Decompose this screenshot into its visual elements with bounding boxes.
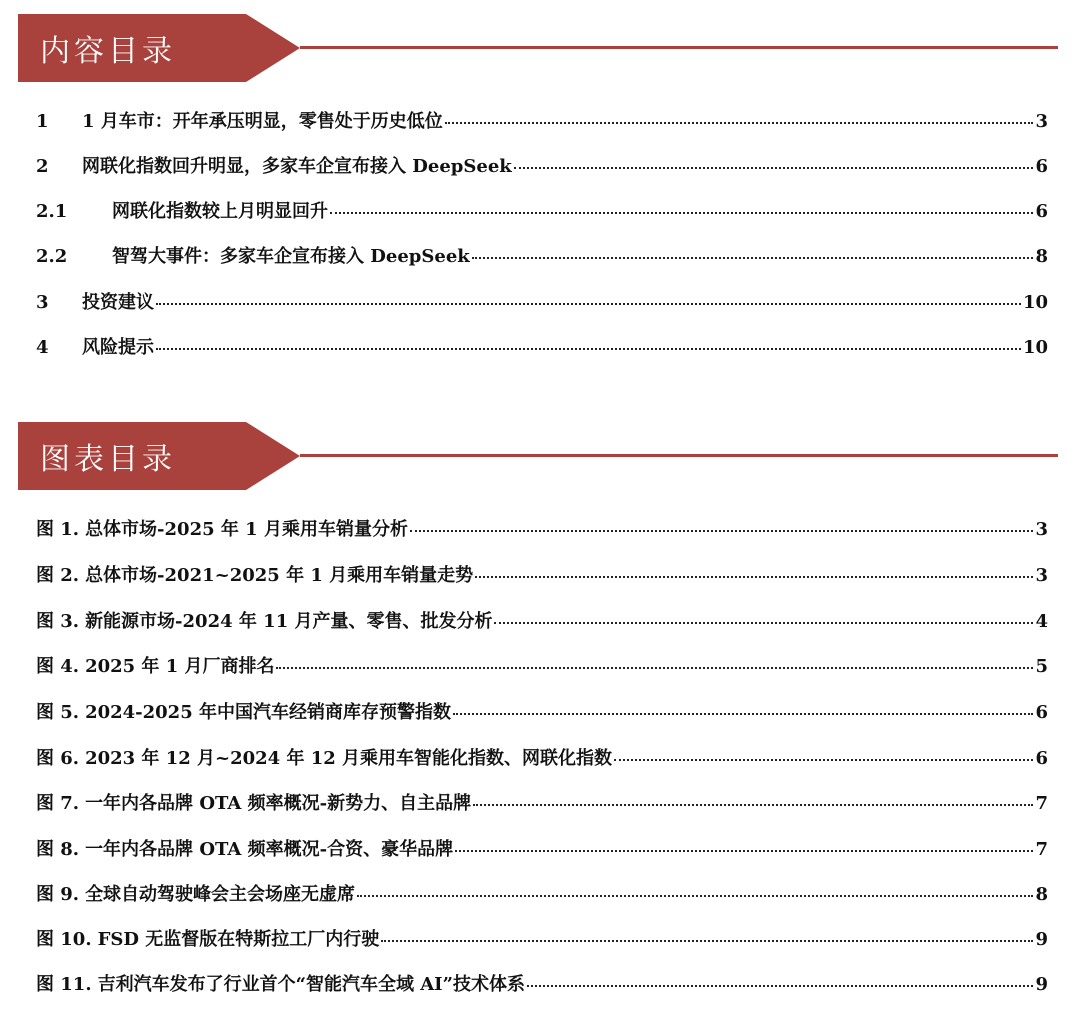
- contents-header: [18, 14, 1058, 82]
- toc-title: 网联化指数较上月明显回升: [112, 201, 328, 222]
- figure-row[interactable]: [36, 607, 1048, 633]
- figure-page-number: 8: [1035, 884, 1048, 905]
- figure-page-number: 4: [1035, 611, 1048, 632]
- toc-row[interactable]: [36, 288, 1048, 314]
- toc-page-number: 10: [1022, 337, 1048, 358]
- figure-number: 图 5.: [36, 702, 80, 723]
- figure-title: 全球自动驾驶峰会主会场座无虚席: [85, 884, 356, 905]
- toc-leader-dots: [445, 122, 1034, 124]
- toc-number: 4: [36, 337, 49, 358]
- figure-leader-dots: [494, 622, 1033, 624]
- toc-leader-dots: [472, 257, 1034, 259]
- toc-page-number: 8: [1035, 246, 1048, 267]
- figure-row[interactable]: [36, 880, 1048, 906]
- toc-row[interactable]: [36, 152, 1048, 178]
- figure-leader-dots: [357, 895, 1033, 897]
- figure-page-number: 9: [1035, 974, 1048, 995]
- figures-header-title: 图表目录: [40, 442, 176, 477]
- figure-leader-dots: [410, 530, 1034, 532]
- toc-page-number: 3: [1035, 111, 1048, 132]
- toc-number: 1: [36, 111, 49, 132]
- figure-number: 图 11.: [36, 974, 92, 995]
- toc-title: 风险提示: [82, 337, 154, 358]
- toc-leader-dots: [156, 348, 1021, 350]
- figure-page-number: 7: [1035, 793, 1048, 814]
- toc-row[interactable]: [36, 197, 1048, 223]
- toc-number: 2.2: [36, 246, 68, 267]
- figure-row[interactable]: [36, 698, 1048, 724]
- contents-header-rule: [300, 46, 1058, 49]
- toc-page-number: 6: [1035, 156, 1048, 177]
- toc-number: 2.1: [36, 201, 68, 222]
- figure-title: 新能源市场-2024 年 11 月产量、零售、批发分析: [85, 611, 493, 632]
- toc-number: 3: [36, 292, 49, 313]
- figure-row[interactable]: [36, 744, 1048, 770]
- figure-title: 总体市场-2025 年 1 月乘用车销量分析: [85, 519, 408, 540]
- figure-number: 图 1.: [36, 519, 80, 540]
- figure-leader-dots: [475, 576, 1033, 578]
- toc-title: 投资建议: [82, 292, 154, 313]
- figures-header-rule: [300, 454, 1058, 457]
- figure-number: 图 10.: [36, 929, 92, 950]
- figure-page-number: 3: [1035, 565, 1048, 586]
- toc-title: 智驾大事件：多家车企宣布接入 DeepSeek: [112, 246, 470, 267]
- figure-title: 总体市场-2021~2025 年 1 月乘用车销量走势: [85, 565, 474, 586]
- toc-leader-dots: [330, 212, 1033, 214]
- figure-title: FSD 无监督版在特斯拉工厂内行驶: [97, 929, 380, 950]
- figure-leader-dots: [614, 759, 1033, 761]
- figure-leader-dots: [453, 713, 1033, 715]
- figure-number: 图 2.: [36, 565, 80, 586]
- figure-page-number: 5: [1035, 656, 1048, 677]
- figure-row[interactable]: [36, 970, 1048, 996]
- toc-leader-dots: [156, 303, 1021, 305]
- figure-page-number: 9: [1035, 929, 1048, 950]
- figure-number: 图 9.: [36, 884, 80, 905]
- toc-row[interactable]: [36, 242, 1048, 268]
- figure-title: 一年内各品牌 OTA 频率概况-合资、豪华品牌: [85, 839, 454, 860]
- figure-page-number: 3: [1035, 519, 1048, 540]
- toc-page-number: 10: [1022, 292, 1048, 313]
- figures-header: [18, 422, 1058, 490]
- figure-leader-dots: [381, 940, 1033, 942]
- figure-number: 图 7.: [36, 793, 80, 814]
- figure-leader-dots: [276, 667, 1033, 669]
- figure-row[interactable]: [36, 652, 1048, 678]
- toc-row[interactable]: [36, 333, 1048, 359]
- figure-leader-dots: [473, 804, 1033, 806]
- contents-header-title: 内容目录: [40, 34, 176, 69]
- figure-number: 图 6.: [36, 748, 80, 769]
- toc-row[interactable]: [36, 107, 1048, 133]
- figure-title: 吉利汽车发布了行业首个“智能汽车全域 AI”技术体系: [97, 974, 525, 995]
- figure-title: 2024-2025 年中国汽车经销商库存预警指数: [85, 702, 451, 723]
- figure-number: 图 8.: [36, 839, 80, 860]
- figure-row[interactable]: [36, 561, 1048, 587]
- figure-row[interactable]: [36, 835, 1048, 861]
- toc-title: 网联化指数回升明显，多家车企宣布接入 DeepSeek: [82, 156, 512, 177]
- figure-leader-dots: [455, 850, 1033, 852]
- toc-page-number: 6: [1035, 201, 1048, 222]
- figure-row[interactable]: [36, 925, 1048, 951]
- figure-title: 2023 年 12 月~2024 年 12 月乘用车智能化指数、网联化指数: [85, 748, 613, 769]
- figure-row[interactable]: [36, 515, 1048, 541]
- figure-leader-dots: [527, 985, 1034, 987]
- figure-number: 图 4.: [36, 656, 80, 677]
- figure-page-number: 7: [1035, 839, 1048, 860]
- figure-row[interactable]: [36, 789, 1048, 815]
- figure-page-number: 6: [1035, 702, 1048, 723]
- toc-number: 2: [36, 156, 49, 177]
- toc-title: 1 月车市：开年承压明显，零售处于历史低位: [82, 111, 443, 132]
- figure-title: 2025 年 1 月厂商排名: [85, 656, 275, 677]
- toc-leader-dots: [514, 167, 1034, 169]
- figure-page-number: 6: [1035, 748, 1048, 769]
- figure-number: 图 3.: [36, 611, 80, 632]
- figure-title: 一年内各品牌 OTA 频率概况-新势力、自主品牌: [85, 793, 472, 814]
